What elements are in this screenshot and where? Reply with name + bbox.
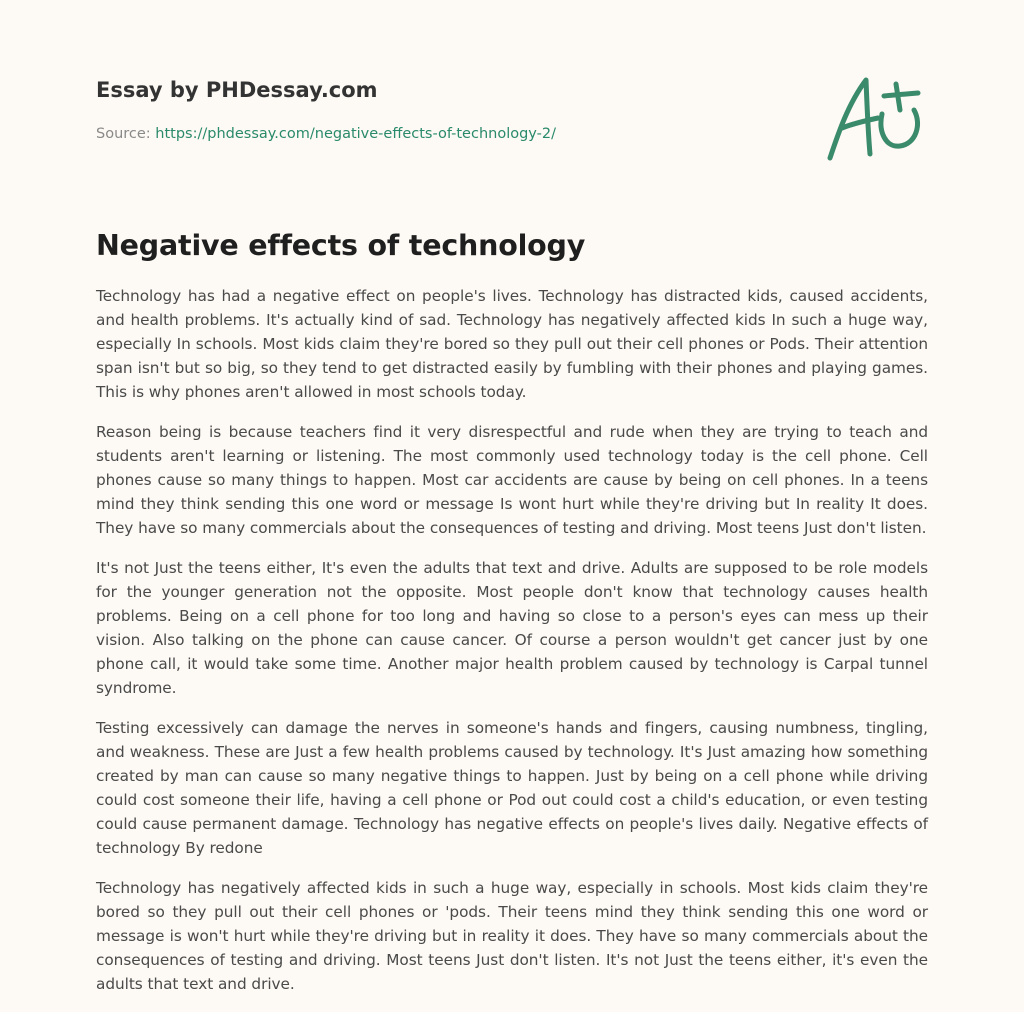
a-plus-logo-icon (822, 66, 928, 166)
essay-paragraph: Reason being is because teachers find it very disrespectful and rude when they are trying to teach and students aren't learning or listening. The most commonly used technology today is the cell phone. Cell phones cause so many things to happen. Most car accidents are cause by being on cell phones. In a teens mind they think sending this one word or message Is wont hurt while they're driving but In reality It does. They have so many commercials about the consequences of testing and driving. Most teens Just don't listen. (96, 423, 928, 537)
source-line (96, 124, 796, 144)
brand-title: Essay by PHDessay.com (96, 78, 378, 102)
source-link[interactable]: https://phdessay.com/negative-effects-of-technology-2/ (155, 126, 556, 142)
essay-paragraph: It's not Just the teens either, It's even the adults that text and drive. Adults are supposed to be role models for the younger generation not the opposite. Most people don't know that technology causes health problems. Being on a cell phone for too long and having so close to a person's eyes can mess up their vision. Also talking on the phone can cause cancer. Of course a person wouldn't get cancer just by one phone call, it would take some time. Another major health problem caused by technology is Carpal tunnel syndrome. (96, 559, 928, 697)
essay-paragraph: Technology has had a negative effect on people's lives. Technology has distracted kids, caused accidents, and health problems. It's actually kind of sad. Technology has negatively affected kids In such a huge way, especially In schools. Most kids claim they're bored so they pull out their cell phones or Pods. Their attention span isn't but so big, so they tend to get distracted easily by fumbling with their phones and playing games. This is why phones aren't allowed in most schools today. (96, 287, 928, 401)
essay-paragraph: Testing excessively can damage the nerves in someone's hands and fingers, causing numbness, tingling, and weakness. These are Just a few health problems caused by technology. It's Just amazing how something created by man can cause so many negative things to happen. Just by being on a cell phone while driving could cost someone their life, having a cell phone or Pod out could cost a child's education, or even testing could cause permanent damage. Technology has negative effects on people's lives daily. Negative effects of technology By redone (96, 719, 928, 857)
essay-paragraph: Technology has negatively affected kids in such a huge way, especially in schools. Most kids claim they're bored so they pull out their cell phones or 'pods. Their teens mind they think sending this one word or message is won't hurt while they're driving but in reality it does. They have so many commercials about the consequences of testing and driving. Most teens Just don't listen. It's not Just the teens either, it's even the adults that text and drive. (96, 879, 928, 993)
source-label: Source: (96, 126, 156, 142)
essay-body (96, 284, 928, 1012)
page-header (96, 76, 796, 144)
essay-title: Negative effects of technology (96, 229, 586, 262)
